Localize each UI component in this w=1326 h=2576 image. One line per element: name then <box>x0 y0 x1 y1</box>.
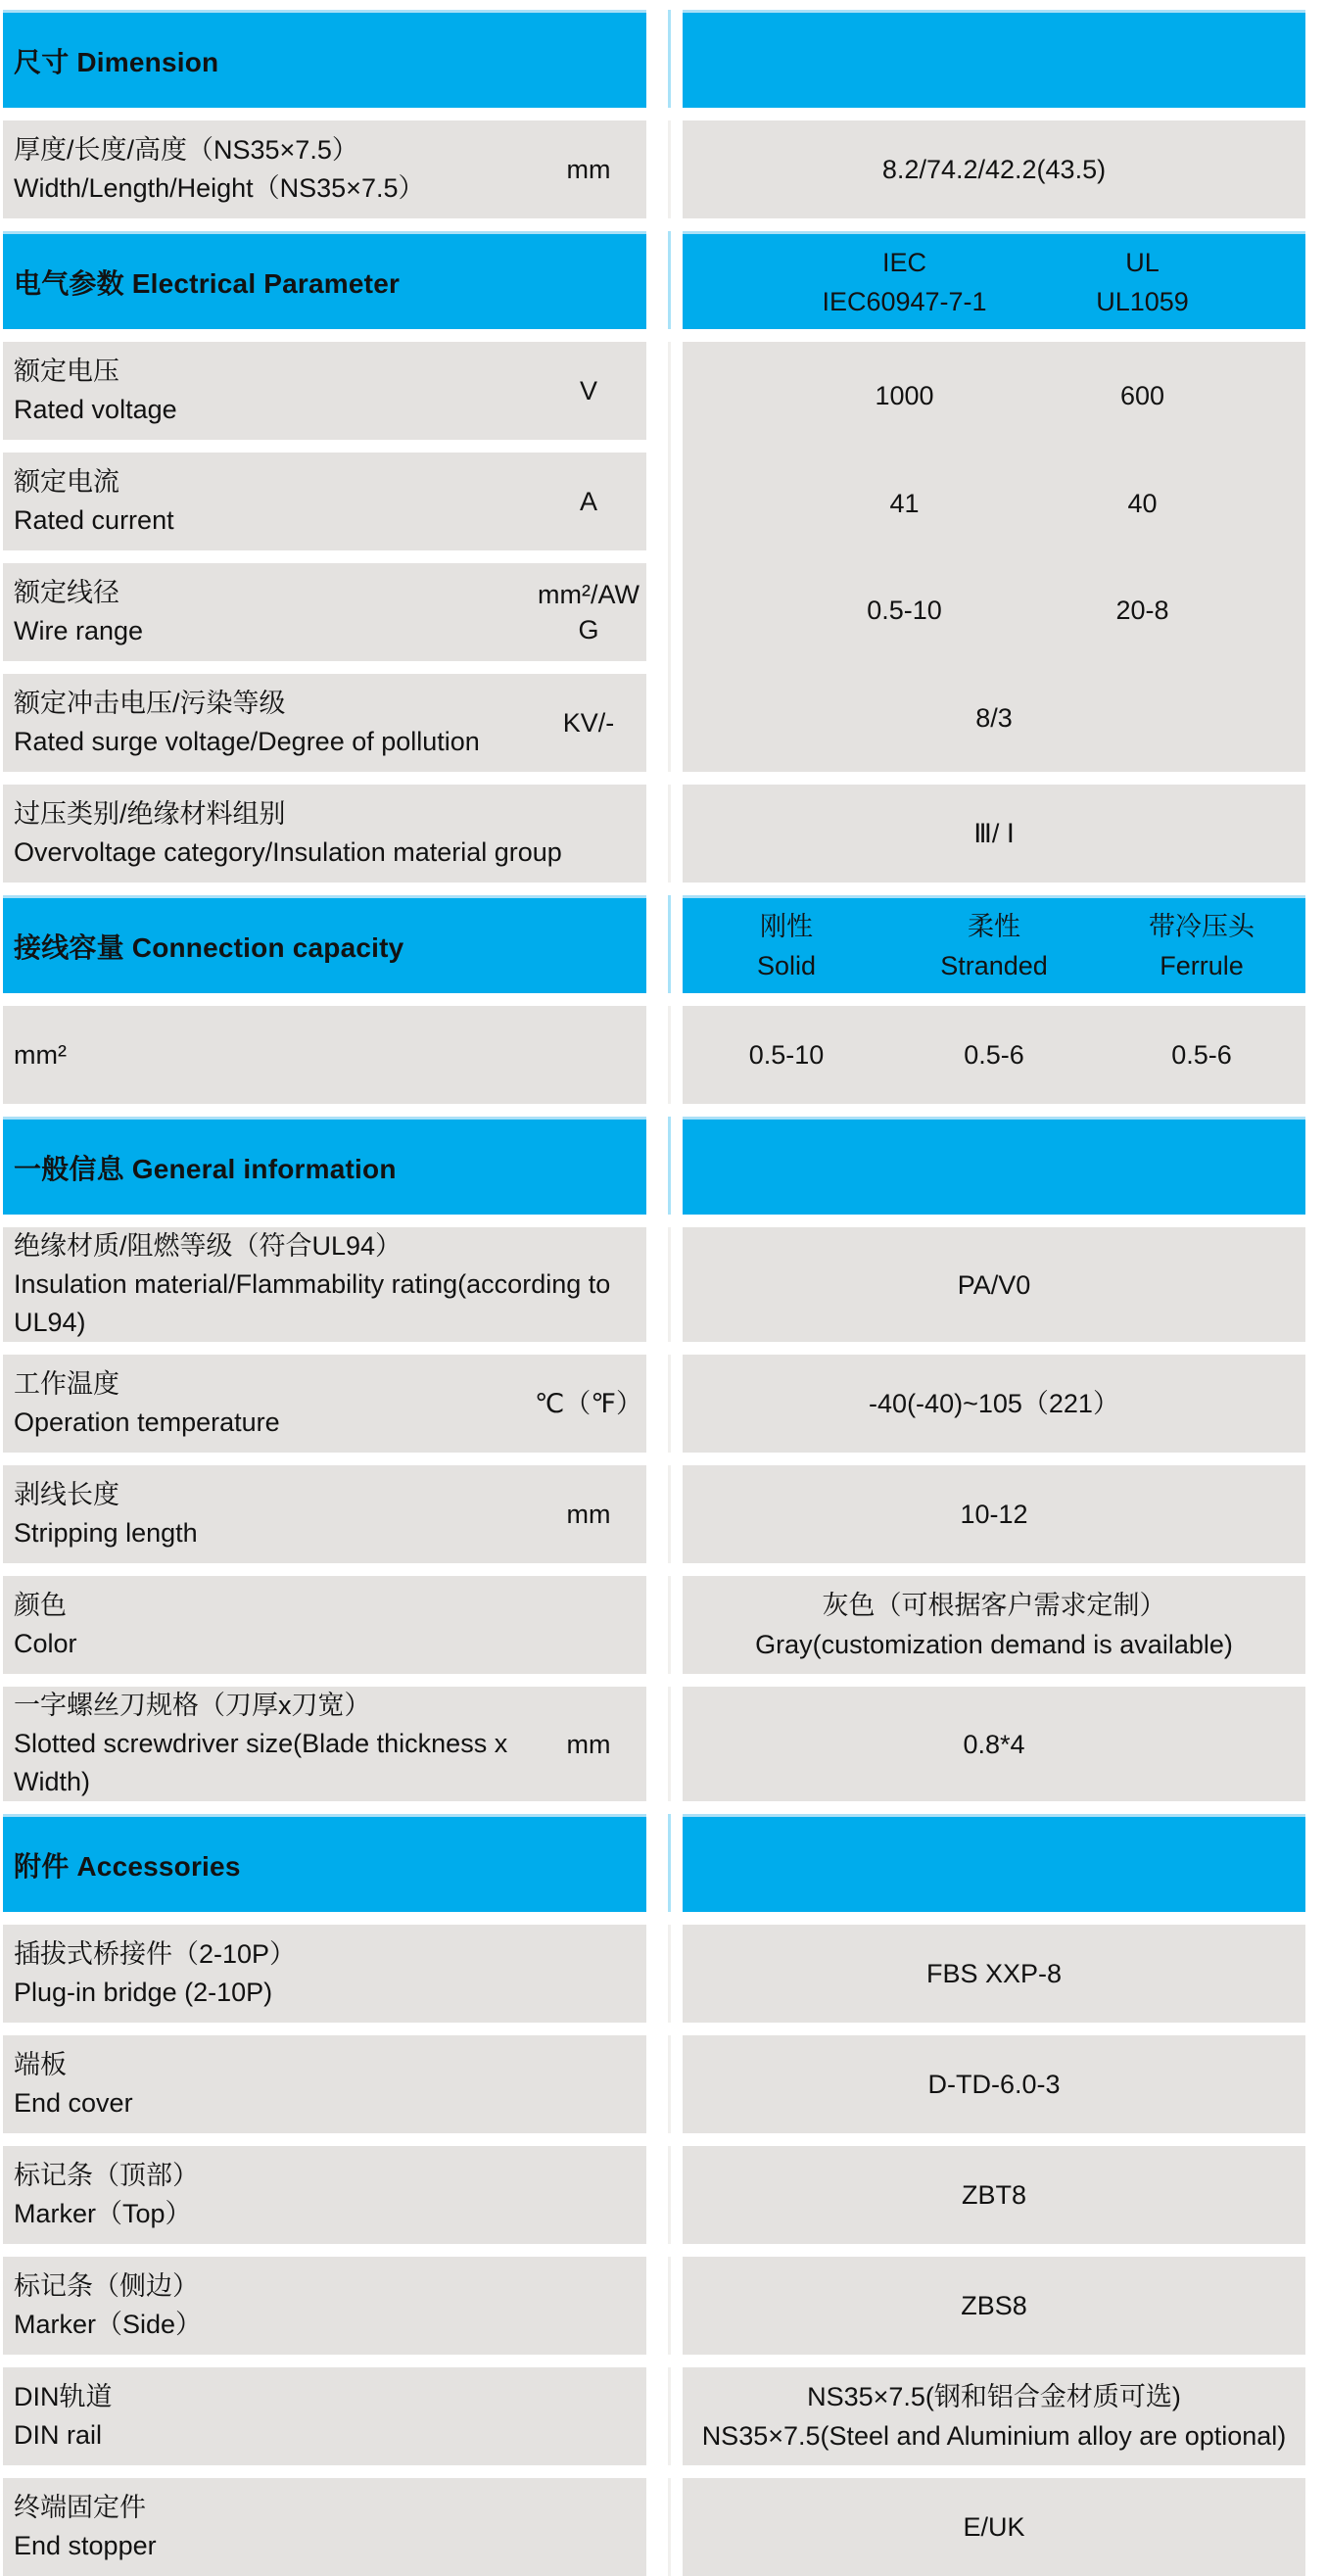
spec-row-value <box>683 1227 1305 1342</box>
spec-label-en: End stopper <box>14 2531 157 2560</box>
spec-row-left <box>3 2035 646 2133</box>
value-line: NS35×7.5(钢和铝合金材质可选) <box>807 2382 1181 2411</box>
value-cell: 600 <box>1119 380 1165 410</box>
divider-stripe <box>668 2478 671 2576</box>
spec-row <box>3 2478 1326 2576</box>
divider-stripe <box>668 1355 671 1453</box>
spec-row-value <box>683 2257 1305 2355</box>
value-line: Gray(customization demand is available) <box>755 1630 1233 1659</box>
standard-name-zh: IEC <box>881 247 926 277</box>
spec-row-left <box>3 453 646 550</box>
spec-row-value <box>683 1006 1305 1104</box>
section-header <box>3 10 1326 108</box>
value-line: -40(-40)~105（221） <box>869 1389 1119 1418</box>
spec-row-label <box>3 795 646 872</box>
divider-stripe <box>668 1576 671 1674</box>
section-header-left <box>3 1117 646 1215</box>
spec-label-en: End cover <box>14 2088 133 2118</box>
value-cell: 40 <box>1127 488 1158 518</box>
spec-label-zh: 剥线长度 <box>14 1480 119 1509</box>
spec-label-en: Wire range <box>14 616 144 645</box>
spec-row-left <box>3 1355 646 1453</box>
spec-row-label <box>3 2267 646 2344</box>
value-cell: 41 <box>889 488 920 518</box>
standard-column <box>890 907 1098 985</box>
spec-row-label <box>3 1365 531 1442</box>
spec-label-en: Rated current <box>14 505 174 535</box>
standard-name-zh: UL <box>1125 247 1160 277</box>
unit-cell: V <box>579 376 597 405</box>
unit-cell: KV/- <box>562 708 615 738</box>
section-header-right <box>683 10 1305 108</box>
spec-row <box>3 1576 1326 1674</box>
spec-label-zh: 一字螺丝刀规格（刀厚x刀宽） <box>14 1691 371 1720</box>
value-columns <box>683 1006 1305 1104</box>
spec-row-value <box>683 1576 1305 1674</box>
value-cell: 20-8 <box>1115 596 1169 626</box>
spec-row-label <box>3 1935 646 2012</box>
spec-row-left <box>3 2257 646 2355</box>
column-gap <box>646 1687 683 1801</box>
standard-columns <box>683 234 1305 329</box>
spec-row-label <box>3 1587 646 1663</box>
spec-label-zh: 额定电压 <box>14 357 119 386</box>
value-cell: 1000 <box>875 380 934 410</box>
section-header-left <box>3 895 646 993</box>
value-line: PA/V0 <box>957 1269 1031 1300</box>
spec-label-en: Overvoltage category/Insulation material group <box>14 837 562 867</box>
spec-label-zh: 标记条（顶部） <box>14 2161 199 2190</box>
spec-row-label <box>3 353 531 429</box>
section-header <box>3 1117 1326 1215</box>
spec-row <box>3 1925 1326 2023</box>
spec-row <box>3 2257 1326 2355</box>
electrical-left-column <box>3 342 646 772</box>
standard-name-en: UL1059 <box>1096 286 1189 316</box>
spec-row-value <box>683 1355 1305 1453</box>
spec-row <box>3 2035 1326 2133</box>
spec-label-en: Marker（Side） <box>14 2310 203 2339</box>
value-columns <box>683 484 1305 523</box>
spec-label-zh: 额定电流 <box>14 467 119 497</box>
spec-row-label <box>3 1036 646 1074</box>
section-header-label: 尺寸 Dimension <box>14 46 219 77</box>
divider-stripe <box>668 231 671 329</box>
spec-label-en: Rated voltage <box>14 395 177 424</box>
section-header-left <box>3 231 646 329</box>
spec-row <box>3 1465 1326 1563</box>
standard-column <box>1098 907 1305 985</box>
spec-row <box>3 1006 1326 1104</box>
unit-cell: A <box>579 487 597 516</box>
divider-stripe <box>668 2146 671 2244</box>
value-line: 0.8*4 <box>963 1729 1025 1759</box>
spec-row-label <box>3 2378 646 2455</box>
divider-stripe <box>668 1465 671 1563</box>
unit-cell: ℃（℉） <box>534 1389 643 1418</box>
spec-row-label <box>3 2489 646 2565</box>
spec-row-label <box>3 1687 531 1801</box>
spec-row-left <box>3 1925 646 2023</box>
spec-row <box>3 2367 1326 2465</box>
value-line: Ⅲ/ Ⅰ <box>973 819 1015 848</box>
section-header-right <box>683 231 1305 329</box>
section-header-left <box>3 10 646 108</box>
value-columns <box>683 376 1305 415</box>
value-cell: 0.5-6 <box>1171 1040 1232 1070</box>
standard-name-en: Ferrule <box>1160 950 1244 980</box>
spec-row-left <box>3 2367 646 2465</box>
spec-row-value <box>683 785 1305 883</box>
column-gap <box>646 1006 683 1104</box>
divider-stripe <box>668 895 671 993</box>
value-line: ZBT8 <box>961 2180 1026 2210</box>
section-header <box>3 895 1326 993</box>
electrical-value-row <box>683 450 1305 557</box>
unit-cell: mm <box>566 155 611 184</box>
value-line: 8.2/74.2/42.2(43.5) <box>881 155 1107 184</box>
spec-label-zh: 颜色 <box>14 1591 67 1620</box>
spec-label-zh: 端板 <box>14 2050 67 2079</box>
spec-row <box>3 1355 1326 1453</box>
value-cell: 0.5-10 <box>867 596 942 626</box>
divider-stripe <box>668 1687 671 1801</box>
spec-label-zh: 绝缘材质/阻燃等级（符合UL94） <box>14 1231 403 1261</box>
section-header-label: 附件 Accessories <box>14 1850 241 1882</box>
spec-label-zh: 额定线径 <box>14 578 119 607</box>
spec-label-zh: 额定冲击电压/污染等级 <box>14 689 286 718</box>
spec-row <box>3 785 1326 883</box>
spec-row-value <box>683 1687 1305 1801</box>
section-header-right <box>683 1117 1305 1215</box>
divider-stripe <box>668 342 671 772</box>
spec-row-label <box>3 2157 646 2233</box>
electrical-value-row <box>683 342 1305 450</box>
value-line: FBS XXP-8 <box>925 1959 1063 1988</box>
value-columns <box>683 591 1305 630</box>
spec-row-value <box>683 2146 1305 2244</box>
spec-row-left <box>3 785 646 883</box>
divider-stripe <box>668 1814 671 1912</box>
standard-name-zh: 带冷压头 <box>1149 911 1255 941</box>
column-gap <box>646 1355 683 1453</box>
spec-label-zh: 插拔式桥接件（2-10P） <box>14 1939 297 1969</box>
spec-row-label <box>3 1476 531 1552</box>
spec-label-zh: 标记条（侧边） <box>14 2271 199 2301</box>
standard-name-en: Solid <box>756 950 817 980</box>
column-gap <box>646 120 683 218</box>
divider-stripe <box>668 1006 671 1104</box>
spec-row-left <box>3 2146 646 2244</box>
standard-name-zh: 柔性 <box>968 911 1020 941</box>
column-gap <box>646 2257 683 2355</box>
spec-row-value <box>683 2478 1305 2576</box>
column-gap <box>646 895 683 993</box>
spec-row-left <box>3 674 646 772</box>
value-cell: 0.5-10 <box>748 1040 825 1070</box>
spec-row-left <box>3 1227 646 1342</box>
spec-row-label <box>3 574 531 650</box>
section-header-left <box>3 1814 646 1912</box>
column-gap <box>646 10 683 108</box>
standard-name-en: Stranded <box>940 950 1048 980</box>
spec-row-value <box>683 1465 1305 1563</box>
value-line: 8/3 <box>975 702 1013 733</box>
unit-cell: mm <box>566 1729 611 1759</box>
column-gap <box>646 2035 683 2133</box>
spec-label-en: Operation temperature <box>14 1407 280 1437</box>
spec-label-en: Marker（Top） <box>14 2199 192 2228</box>
spec-row-value <box>683 120 1305 218</box>
spec-row-left <box>3 342 646 440</box>
divider-stripe <box>668 785 671 883</box>
electrical-value-row <box>683 557 1305 665</box>
spec-label-zh: DIN轨道 <box>14 2382 113 2411</box>
standard-name-en: IEC60947-7-1 <box>822 286 987 316</box>
spec-label-zh: 终端固定件 <box>14 2493 146 2522</box>
spec-label-en: DIN rail <box>14 2420 103 2450</box>
spec-label-en: Stripping length <box>14 1518 198 1548</box>
column-gap <box>646 1925 683 2023</box>
column-gap <box>646 231 683 329</box>
spec-row-left <box>3 563 646 661</box>
column-gap <box>646 2367 683 2465</box>
column-gap <box>646 785 683 883</box>
spec-row-left <box>3 2478 646 2576</box>
value-line: 灰色（可根据客户需求定制） <box>822 1591 1166 1620</box>
spec-row-left <box>3 1576 646 1674</box>
unit-cell: mm²/AWG <box>538 580 639 644</box>
spec-label-en: Rated surge voltage/Degree of pollution <box>14 727 480 756</box>
value-line: 10-12 <box>960 1500 1028 1529</box>
section-header <box>3 1814 1326 1912</box>
spec-row-left <box>3 1006 646 1104</box>
section-header <box>3 231 1326 329</box>
column-gap <box>646 2146 683 2244</box>
spec-label-zh: 工作温度 <box>14 1369 119 1399</box>
value-line: NS35×7.5(Steel and Aluminium alloy are optional) <box>701 2421 1287 2451</box>
column-gap <box>646 1227 683 1342</box>
standard-columns <box>683 898 1305 993</box>
column-gap <box>646 1117 683 1215</box>
section-header-label: 接线容量 Connection capacity <box>14 931 404 963</box>
spec-row-left <box>3 1465 646 1563</box>
spec-label-en: Plug-in bridge (2-10P) <box>14 1978 273 2007</box>
divider-stripe <box>668 2257 671 2355</box>
standard-column <box>1023 243 1261 321</box>
column-gap <box>646 1465 683 1563</box>
electrical-values-panel <box>683 342 1305 772</box>
spec-label-en: Slotted screwdriver size(Blade thickness x Width) <box>14 1729 508 1796</box>
spec-row-left <box>3 1687 646 1801</box>
unit-cell: mm <box>566 1500 611 1529</box>
spec-row <box>3 120 1326 218</box>
electrical-params-section <box>3 342 1326 772</box>
divider-stripe <box>668 2367 671 2465</box>
spec-row-left <box>3 120 646 218</box>
spec-row-label <box>3 1227 646 1342</box>
divider-stripe <box>668 2035 671 2133</box>
spec-label-zh: mm² <box>14 1039 67 1070</box>
standard-column <box>785 243 1023 321</box>
spec-label-zh: 厚度/长度/高度（NS35×7.5） <box>14 135 358 165</box>
spec-row-label <box>3 131 531 208</box>
divider-stripe <box>668 1227 671 1342</box>
spec-row-value <box>683 2035 1305 2133</box>
spec-row <box>3 2146 1326 2244</box>
spec-row-value <box>683 1925 1305 2023</box>
spec-row-label <box>3 463 531 540</box>
section-header-right <box>683 895 1305 993</box>
section-header-label: 一般信息 General information <box>14 1153 397 1184</box>
spec-row-label <box>3 685 531 761</box>
value-cell: 0.5-6 <box>964 1040 1024 1070</box>
spec-label-en: Insulation material/Flammability rating(according to UL94) <box>14 1269 611 1337</box>
divider-stripe <box>668 120 671 218</box>
column-gap <box>646 1576 683 1674</box>
divider-stripe <box>668 1925 671 2023</box>
value-line: ZBS8 <box>961 2291 1027 2320</box>
spec-label-en: Width/Length/Height（NS35×7.5） <box>14 173 425 203</box>
value-line: E/UK <box>963 2512 1025 2542</box>
divider-stripe <box>668 1117 671 1215</box>
spec-label-zh: 过压类别/绝缘材料组别 <box>14 799 286 829</box>
spec-row-value <box>683 2367 1305 2465</box>
standard-name-zh: 刚性 <box>760 911 813 941</box>
divider-stripe <box>668 10 671 108</box>
section-header-right <box>683 1814 1305 1912</box>
spec-row <box>3 1227 1326 1342</box>
spec-row <box>3 1687 1326 1801</box>
spec-label-en: Color <box>14 1629 77 1658</box>
spec-row-label <box>3 2046 646 2123</box>
column-gap <box>646 342 683 772</box>
electrical-value-row <box>683 664 1305 772</box>
standard-column <box>683 907 890 985</box>
column-gap <box>646 1814 683 1912</box>
column-gap <box>646 2478 683 2576</box>
section-header-label: 电气参数 Electrical Parameter <box>14 267 401 299</box>
value-line: D-TD-6.0-3 <box>927 2070 1061 2099</box>
